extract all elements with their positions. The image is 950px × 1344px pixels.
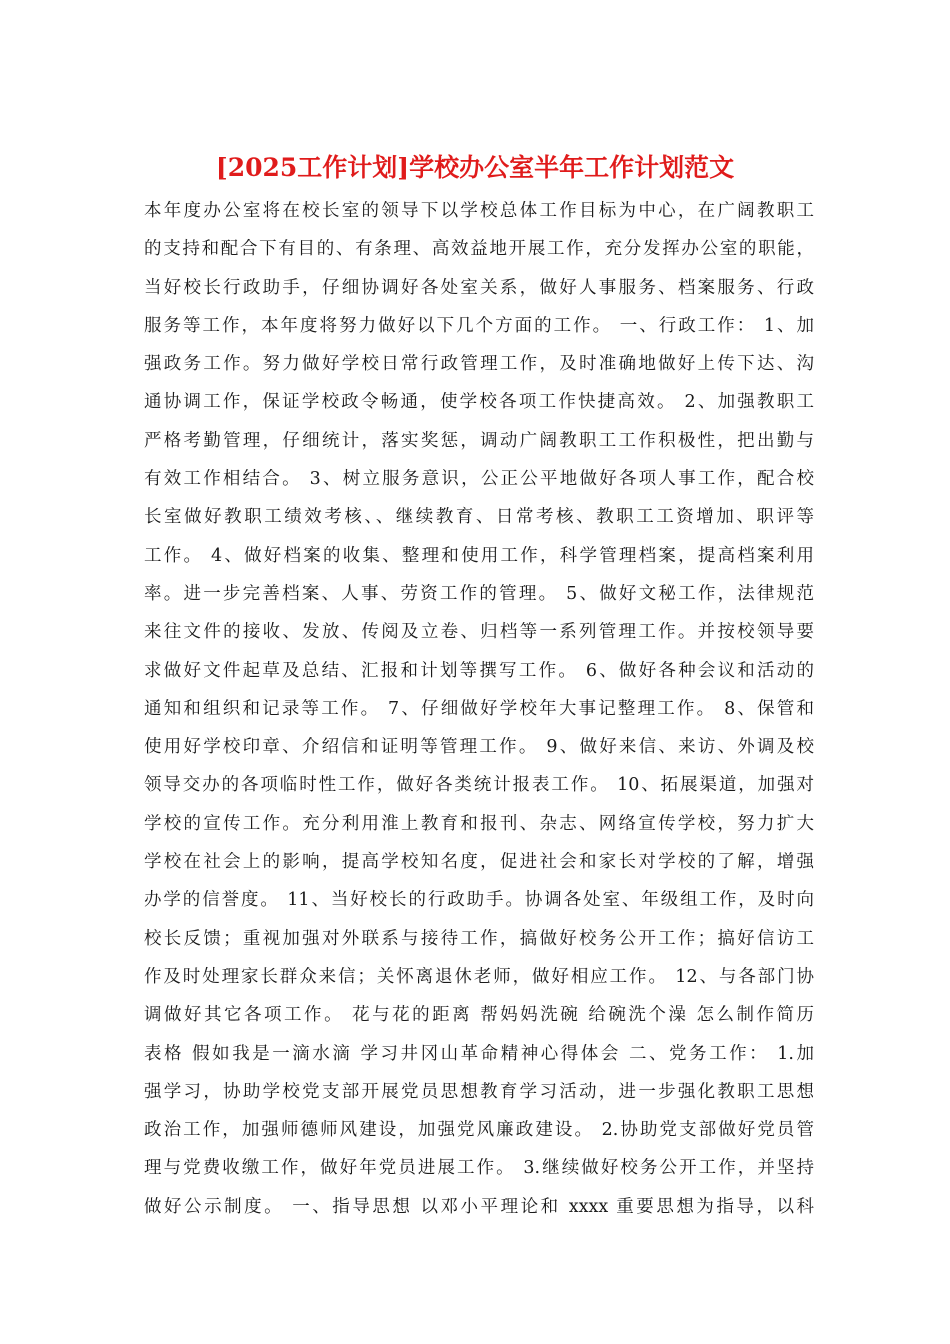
paragraph-line: 校长反馈；重视加强对外联系与接待工作，搞做好校务公开工作；搞好信访工 bbox=[144, 928, 814, 949]
document-title: [2025工作计划]学校办公室半年工作计划范文 bbox=[215, 153, 735, 182]
paragraph-line: 使用好学校印章、介绍信和证明等管理工作。 9、做好来信、来访、外调及校 bbox=[144, 737, 814, 758]
paragraph-line: 当好校长行政助手，仔细协调好各处室关系，做好人事服务、档案服务、行政 bbox=[144, 277, 814, 298]
paragraph-line: 严格考勤管理，仔细统计，落实奖惩，调动广阔教职工工作积极性，把出勤与 bbox=[144, 430, 814, 451]
paragraph-line: 通协调工作，保证学校政令畅通，使学校各项工作快捷高效。 2、加强教职工 bbox=[144, 392, 814, 413]
paragraph-line: 作及时处理家长群众来信；关怀离退休老师，做好相应工作。 12、与各部门协 bbox=[144, 966, 814, 987]
paragraph-line: 学校的宣传工作。充分利用淮上教育和报刊、杂志、网络宣传学校，努力扩大 bbox=[144, 813, 814, 834]
paragraph-line: 做好公示制度。 一、指导思想 以邓小平理论和 xxxx 重要思想为指导，以科 bbox=[144, 1196, 814, 1217]
paragraph-line: 率。进一步完善档案、人事、劳资工作的管理。 5、做好文秘工作，法律规范 bbox=[144, 583, 814, 604]
paragraph-line: 表格 假如我是一滴水滴 学习井冈山革命精神心得体会 二、党务工作： 1.加 bbox=[144, 1043, 814, 1064]
paragraph-line: 服务等工作，本年度将努力做好以下几个方面的工作。 一、行政工作： 1、加 bbox=[144, 315, 814, 336]
paragraph-line: 通知和组织和记录等工作。 7、仔细做好学校年大事记整理工作。 8、保管和 bbox=[144, 698, 814, 719]
paragraph-line: 的支持和配合下有目的、有条理、高效益地开展工作，充分发挥办公室的职能， bbox=[144, 239, 814, 260]
paragraph-line: 强政务工作。努力做好学校日常行政管理工作，及时准确地做好上传下达、沟 bbox=[144, 354, 814, 375]
paragraph-line: 强学习，协助学校党支部开展党员思想教育学习活动，进一步强化教职工思想 bbox=[144, 1081, 814, 1102]
paragraph-line: 理与党费收缴工作，做好年党员进展工作。 3.继续做好校务公开工作，并坚持 bbox=[144, 1158, 814, 1179]
paragraph-line: 领导交办的各项临时性工作，做好各类统计报表工作。 10、拓展渠道，加强对 bbox=[144, 775, 814, 796]
paragraph-line: 学校在社会上的影响，提高学校知名度，促进社会和家长对学校的了解，增强 bbox=[144, 852, 814, 873]
paragraph-line: 有效工作相结合。 3、树立服务意识，公正公平地做好各项人事工作，配合校 bbox=[144, 469, 814, 490]
paragraph-line: 办学的信誉度。 11、当好校长的行政助手。协调各处室、年级组工作，及时向 bbox=[144, 890, 814, 911]
paragraph-line: 来往文件的接收、发放、传阅及立卷、归档等一系列管理工作。并按校领导要 bbox=[144, 622, 814, 643]
paragraph-line: 本年度办公室将在校长室的领导下以学校总体工作目标为中心，在广阔教职工 bbox=[144, 201, 814, 221]
paragraph-line: 政治工作，加强师德师风建设，加强党风廉政建设。 2.协助党支部做好党员管 bbox=[144, 1120, 814, 1141]
paragraph-line: 长室做好教职工绩效考核、、继续教育、日常考核、教职工工资增加、职评等 bbox=[144, 507, 814, 528]
paragraph-line: 调做好其它各项工作。 花与花的距离 帮妈妈洗碗 给碗洗个澡 怎么制作简历 bbox=[144, 1005, 814, 1026]
paragraph-line: 求做好文件起草及总结、汇报和计划等撰写工作。 6、做好各种会议和活动的 bbox=[144, 660, 814, 681]
paragraph-line: 工作。 4、做好档案的收集、整理和使用工作，科学管理档案，提高档案利用 bbox=[144, 545, 814, 566]
document-body bbox=[144, 192, 814, 1226]
